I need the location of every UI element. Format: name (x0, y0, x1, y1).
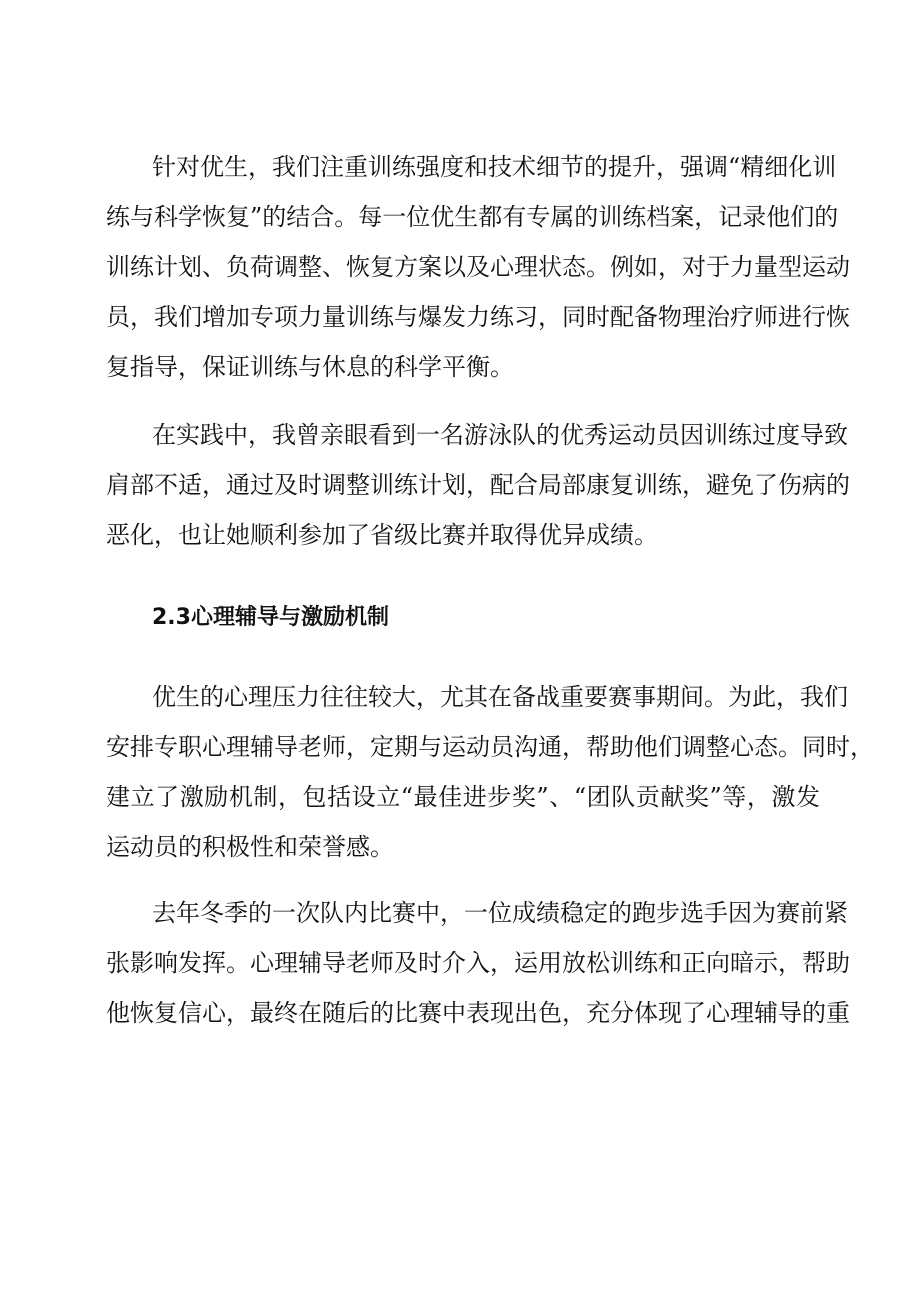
text-line: 运动员的积极性和荣誉感。 (106, 833, 394, 861)
text-line: 针对优生，我们注重训练强度和技术细节的提升，强调“精细化训 (152, 153, 837, 181)
text-line: 员，我们增加专项力量训练与爆发力练习，同时配备物理治疗师进行恢 (106, 303, 850, 331)
text-line: 他恢复信心，最终在随后的比赛中表现出色，充分体现了心理辅导的重 (106, 999, 850, 1027)
text-line: 训练计划、负荷调整、恢复方案以及心理状态。例如，对于力量型运动 (106, 253, 850, 281)
text-line: 优生的心理压力往往较大，尤其在备战重要赛事期间。为此，我们 (152, 683, 848, 711)
text-line: 复指导，保证训练与休息的科学平衡。 (106, 353, 514, 381)
text-line: 安排专职心理辅导老师，定期与运动员沟通，帮助他们调整心态。同时， (106, 733, 874, 761)
text-line: 张影响发挥。心理辅导老师及时介入，运用放松训练和正向暗示，帮助 (106, 949, 850, 977)
text-line: 练与科学恢复”的结合。每一位优生都有专属的训练档案，记录他们的 (106, 203, 839, 231)
text-line: 在实践中，我曾亲眼看到一名游泳队的优秀运动员因训练过度导致 (152, 421, 848, 449)
text-line: 肩部不适，通过及时调整训练计划，配合局部康复训练，避免了伤病的 (106, 471, 850, 499)
text-line: 恶化，也让她顺利参加了省级比赛并取得优异成绩。 (106, 521, 658, 549)
text-line: 建立了激励机制，包括设立“最佳进步奖”、“团队贡献奖”等，激发 (106, 783, 820, 811)
text-line: 去年冬季的一次队内比赛中，一位成绩稳定的跑步选手因为赛前紧 (152, 899, 848, 927)
section-heading: 2.3心理辅导与激励机制 (152, 605, 389, 630)
